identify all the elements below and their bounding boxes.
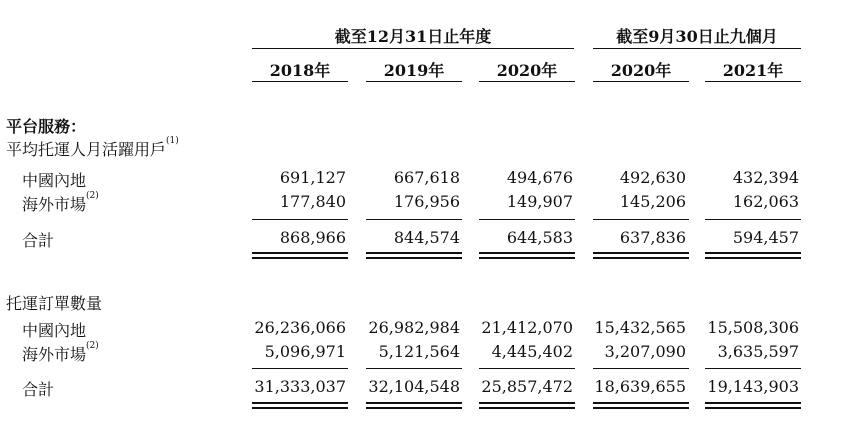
row-label-text: 海外市場: [22, 345, 87, 364]
cell-2021-9m: 3,635,597: [717, 342, 799, 361]
footnote-marker: (1): [166, 136, 179, 146]
year-rule-2020-fy: [479, 81, 575, 82]
section-platform-title: 平台服務：: [6, 117, 87, 136]
cell-2021-9m: 15,508,306: [707, 318, 799, 337]
mau-total-double-rule-2018-b: [252, 257, 348, 259]
cell-2020-fy: 149,907: [506, 192, 573, 211]
mau-subtotal-rule-2020-9m: [593, 219, 689, 220]
mau-total-double-rule-2019-b: [366, 257, 462, 259]
row-label: 合計: [22, 380, 55, 399]
footnote-marker: (2): [86, 191, 99, 201]
orders-subtotal-rule-2020-9m: [593, 368, 689, 369]
header-group-fy: 截至12月31日止年度: [334, 27, 492, 46]
cell-2020-9m: 492,630: [619, 168, 686, 187]
mau-total-double-rule-2018-a: [252, 252, 348, 254]
orders-subtotal-rule-2018: [252, 368, 348, 369]
row-label: [22, 192, 99, 215]
cell-2021-9m: 432,394: [732, 168, 799, 187]
row-label: [22, 342, 99, 365]
cell-2018: 691,127: [279, 168, 346, 187]
row-label: 中國內地: [22, 321, 87, 340]
year-rule-2018: [252, 81, 348, 82]
orders-subtotal-rule-2021-9m: [705, 368, 801, 369]
year-header-2020-9m: 2020年: [610, 61, 672, 80]
orders-subtotal-rule-2020-fy: [479, 368, 575, 369]
header-group-9m: 截至9月30日止九個月: [616, 27, 778, 46]
mau-total-double-rule-2020-fy-b: [479, 257, 575, 259]
cell-2019: 176,956: [393, 192, 460, 211]
section-mau-title: [6, 137, 179, 160]
mau-total-double-rule-2020-fy-a: [479, 252, 575, 254]
mau-subtotal-rule-2020-fy: [479, 219, 575, 220]
orders-total-double-rule-2020-9m-a: [593, 402, 689, 404]
cell-2019: 5,121,564: [378, 342, 460, 361]
cell-2020-fy: 644,583: [506, 228, 573, 247]
cell-2019: 32,104,548: [368, 377, 460, 396]
year-rule-2020-9m: [593, 81, 689, 82]
mau-total-double-rule-2019-a: [366, 252, 462, 254]
cell-2020-fy: 494,676: [506, 168, 573, 187]
mau-subtotal-rule-2021-9m: [705, 219, 801, 220]
cell-2018: 177,840: [279, 192, 346, 211]
cell-2018: 868,966: [279, 228, 346, 247]
section-mau-title-text: 平均托運人月活躍用戶: [6, 140, 167, 159]
mau-total-double-rule-2021-9m-b: [705, 257, 801, 259]
orders-subtotal-rule-2019: [366, 368, 462, 369]
cell-2020-9m: 3,207,090: [604, 342, 686, 361]
cell-2020-fy: 4,445,402: [491, 342, 573, 361]
orders-total-double-rule-2020-fy-b: [479, 407, 575, 409]
cell-2019: 844,574: [393, 228, 460, 247]
cell-2021-9m: 594,457: [732, 228, 799, 247]
cell-2018: 26,236,066: [254, 318, 346, 337]
cell-2020-9m: 145,206: [619, 192, 686, 211]
orders-total-double-rule-2018-b: [252, 407, 348, 409]
footnote-marker: (2): [86, 341, 99, 351]
orders-total-double-rule-2021-9m-a: [705, 402, 801, 404]
year-rule-2021-9m: [705, 81, 801, 82]
mau-subtotal-rule-2019: [366, 219, 462, 220]
cell-2018: 31,333,037: [254, 377, 346, 396]
cell-2020-9m: 637,836: [619, 228, 686, 247]
year-header-2019: 2019年: [383, 61, 445, 80]
cell-2020-fy: 25,857,472: [481, 377, 573, 396]
row-label: 中國內地: [22, 171, 87, 190]
cell-2020-9m: 18,639,655: [594, 377, 686, 396]
header-group-9m-rule: [593, 48, 801, 49]
cell-2018: 5,096,971: [264, 342, 346, 361]
mau-total-double-rule-2020-9m-b: [593, 257, 689, 259]
orders-total-double-rule-2018-a: [252, 402, 348, 404]
cell-2021-9m: 19,143,903: [707, 377, 799, 396]
header-group-fy-rule: [252, 48, 574, 49]
cell-2020-fy: 21,412,070: [481, 318, 573, 337]
mau-total-double-rule-2021-9m-a: [705, 252, 801, 254]
orders-total-double-rule-2020-9m-b: [593, 407, 689, 409]
row-label: 合計: [22, 231, 55, 250]
year-rule-2019: [366, 81, 462, 82]
orders-total-double-rule-2019-a: [366, 402, 462, 404]
orders-total-double-rule-2019-b: [366, 407, 462, 409]
cell-2021-9m: 162,063: [732, 192, 799, 211]
cell-2019: 26,982,984: [368, 318, 460, 337]
year-header-2018: 2018年: [269, 61, 331, 80]
section-orders-title: 托運訂單數量: [6, 294, 103, 313]
mau-subtotal-rule-2018: [252, 219, 348, 220]
orders-total-double-rule-2020-fy-a: [479, 402, 575, 404]
mau-total-double-rule-2020-9m-a: [593, 252, 689, 254]
year-header-2021-9m: 2021年: [722, 61, 784, 80]
year-header-2020-fy: 2020年: [496, 61, 558, 80]
cell-2019: 667,618: [393, 168, 460, 187]
cell-2020-9m: 15,432,565: [594, 318, 686, 337]
row-label-text: 海外市場: [22, 195, 87, 214]
orders-total-double-rule-2021-9m-b: [705, 407, 801, 409]
